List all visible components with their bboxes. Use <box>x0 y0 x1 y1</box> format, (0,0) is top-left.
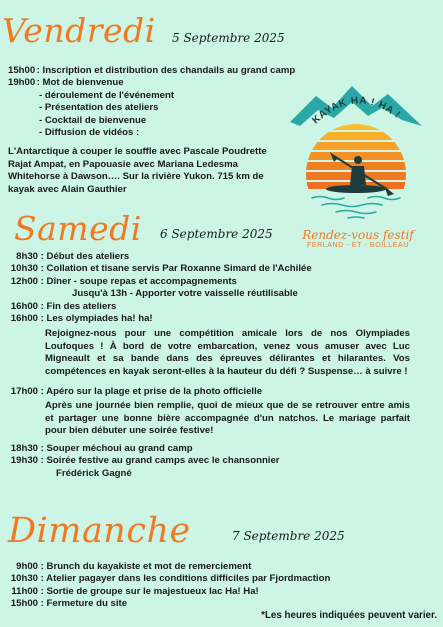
schedule-row <box>8 276 410 288</box>
time: 12h00 <box>10 275 38 287</box>
logo-tagline: FERLAND - ET - BOILLEAU <box>307 242 409 249</box>
time: 9h00 <box>16 561 38 572</box>
time: 19h30 <box>10 455 38 467</box>
description: : Soirée festive au grand camps avec le chansonnier <box>38 455 280 467</box>
description: : Apéro sur la plage et prise de la photo officielle <box>38 386 263 398</box>
subitem: - déroulement de l'événement <box>39 89 175 101</box>
time: 16h00 <box>10 300 38 312</box>
singer-name: Frédérick Gagné <box>56 467 132 479</box>
description: : Sortie de groupe sur le majestueux lac Ha! Ha! <box>38 585 259 597</box>
video-line: Rajat Ampat, en Papouasie avec Mariana Ledesma <box>8 158 238 170</box>
schedule-row <box>8 77 308 89</box>
schedule-row <box>8 598 428 610</box>
schedule-row <box>8 455 410 467</box>
schedule-row <box>8 586 428 598</box>
friday-date: 5 Septembre 2025 <box>172 31 285 45</box>
description: : Mot de bienvenue <box>34 77 124 89</box>
schedule-row <box>8 65 308 77</box>
time: 11h00 <box>11 585 38 597</box>
schedule-row <box>8 561 428 573</box>
sunday-schedule <box>8 561 428 611</box>
apero-description: Après une journée bien remplie, quoi de mieux que de se retrouver entre amis et partager une bonne bière accompagnée d'un natchos. Le mariage parfait pour bien débuter une soirée festive! <box>45 400 410 437</box>
description: : Atelier pagayer dans les conditions difficiles par Fjordmaction <box>38 573 331 585</box>
schedule-row <box>8 443 410 455</box>
description: : Brunch du kayakiste et mot de remerciement <box>38 561 252 572</box>
time: 16h00 <box>10 313 38 325</box>
subitem: - Cocktail de bienvenue <box>39 114 147 126</box>
description: : Inscription et distribution des chandails au grand camp <box>34 65 296 76</box>
logo-arc-title: KAYAK HA ! HA ! <box>310 95 403 127</box>
description: : Les olympiades ha! ha! <box>38 313 153 325</box>
schedule-row <box>8 313 410 325</box>
time: 15h00 <box>10 598 38 610</box>
footnote: *Les heures indiquées peuvent varier. <box>261 610 437 621</box>
friday-title: Vendredi <box>2 11 156 50</box>
description: : Souper méchoui au grand camp <box>38 442 193 454</box>
subitem: - Présentation des ateliers <box>39 102 159 114</box>
saturday-schedule <box>8 251 410 480</box>
schedule-row <box>8 251 410 263</box>
friday-schedule <box>8 65 308 196</box>
sunday-title: Dimanche <box>8 511 191 551</box>
description: : Début des ateliers <box>38 251 130 262</box>
time: 19h00 <box>8 77 36 89</box>
time: 17h00 <box>10 386 38 398</box>
video-line: kayak avec Alain Gauthier <box>8 183 127 195</box>
schedule-row <box>8 573 428 585</box>
schedule-row <box>8 386 410 398</box>
description: : Fin des ateliers <box>38 300 117 312</box>
saturday-date: 6 Septembre 2025 <box>160 227 273 241</box>
logo-subtitle: Rendez-vous festif <box>302 228 414 242</box>
water-icon <box>312 197 400 219</box>
time: 18h30 <box>10 442 38 454</box>
description: : Dîner - soupe repas et accompagnements <box>38 275 237 287</box>
video-line: L'Antarctique à couper le souffle avec Pascale Poudrette <box>8 146 267 158</box>
time: 10h30 <box>10 573 38 585</box>
video-line: Whitehorse à Dawson…. Sur la rivière Yukon. 715 km de <box>8 171 264 183</box>
description: : Collation et tisane servis Par Roxanne Simard de l'Achilée <box>38 263 312 275</box>
olympiades-description: Rejoignez-nous pour une compétition amicale lors de nos Olympiades Loufoques ! À bord de votre embarcation, venez vous amuser avec Luc Migneault et sa bande dans des épreuves délirantes et hilarantes. Vos compétences en kayak seront-elles à la hauteur du défi ? Suspense… à suivre ! <box>45 328 410 377</box>
saturday-title: Samedi <box>14 209 142 248</box>
time: 10h30 <box>10 263 38 275</box>
schedule-row <box>8 263 410 275</box>
time: 8h30 <box>16 251 38 262</box>
time: 15h00 <box>8 65 36 76</box>
schedule-row <box>8 301 410 313</box>
sunday-date: 7 Septembre 2025 <box>232 529 345 543</box>
description: : Fermeture du site <box>38 598 128 610</box>
subitem: - Diffusion de vidéos : <box>39 127 140 139</box>
dinner-note: Jusqu'à 13h - Apporter votre vaisselle réutilisable <box>72 288 298 300</box>
kayak-logo <box>276 72 436 252</box>
